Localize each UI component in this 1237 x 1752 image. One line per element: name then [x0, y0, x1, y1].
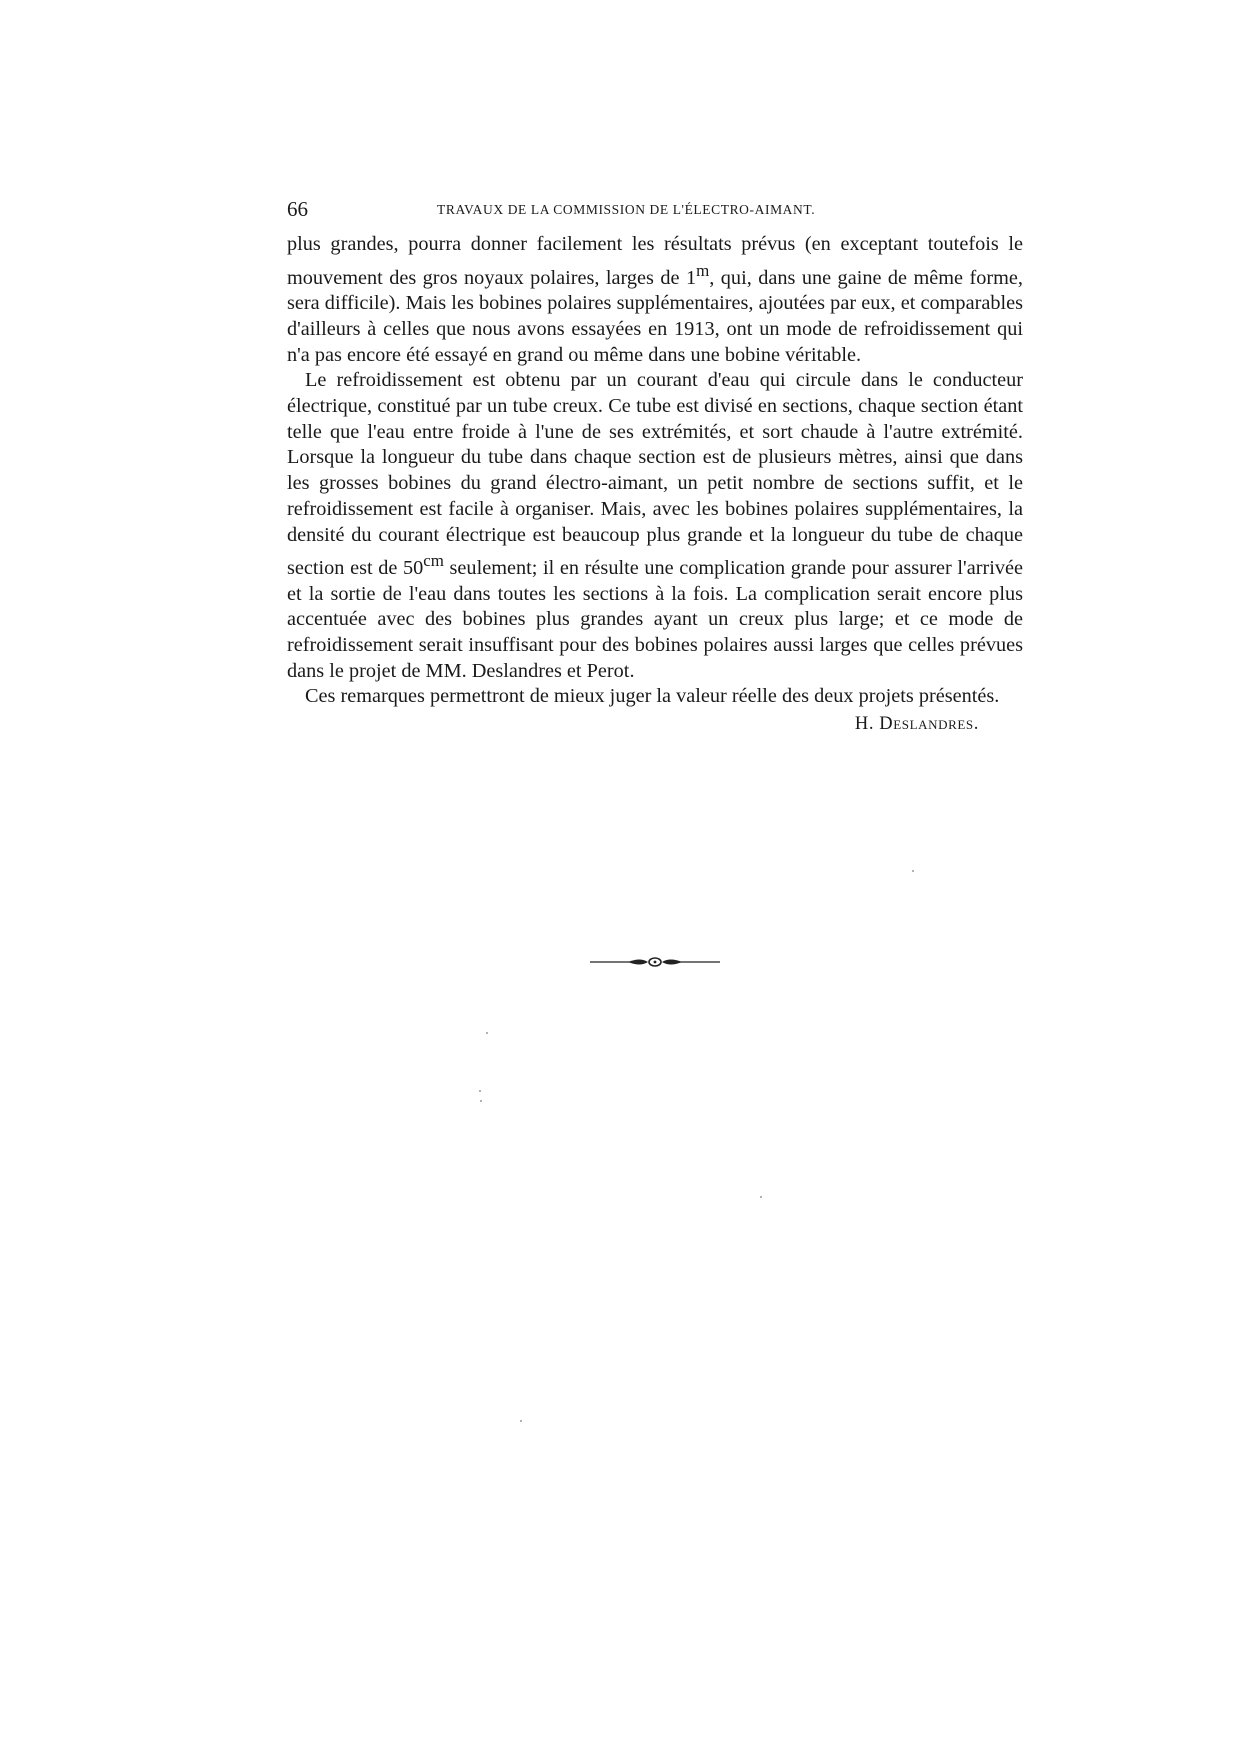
paragraph-2-text-b: seulement; il en résulte une complication grande pour assurer l'arrivée et la sortie de l'eau dans toutes les sections à la fois. La complication serait encore plus accentuée avec des bobines plus grandes ayant un creux plus large; et ce mode de refroidissement serait insuffisant pour des bobines polaires aussi larges que celles prévues dans le projet de MM. Deslandres et Perot. [287, 556, 1023, 682]
ornament-divider [590, 954, 720, 970]
paragraph-1-text-b: , qui, dans une gaine de même forme, sera difficile). Mais les bobines polaires supplémentaires, ajoutées par eux, et comparables d'ailleurs à celles que nous avons essayées en 1913, ont un mode de refroidissement qui n'a pas encore été essayé en grand ou même dans une bobine véritable. [287, 266, 1023, 366]
signature [287, 712, 1023, 738]
signature-initial: H. [854, 714, 880, 735]
running-title: TRAVAUX DE LA COMMISSION DE L'ÉLECTRO-AIMANT. [437, 202, 816, 217]
unit-superscript-m: m [696, 260, 710, 280]
paragraph-3: Ces remarques permettront de mieux juger la valeur réelle des deux projets présentés. [305, 685, 1000, 708]
running-head [287, 196, 1023, 226]
paragraph-1 [287, 232, 1023, 368]
unit-superscript-cm: cm [423, 551, 444, 571]
body-text [287, 232, 1023, 738]
paragraph-2 [287, 368, 1023, 684]
paragraph-2-text-a: Le refroidissement est obtenu par un courant d'eau qui circule dans le conducteur électrique, constitué par un tube creux. Ce tube est divisé en sections, chaque section étant telle que l'eau entre froide à l'une de ses extrémités, et sort chaude à l'autre extrémité. Lorsque la longueur du tube dans chaque section est de plusieurs mètres, ainsi que dans les grosses bobines du grand électro-aimant, un petit nombre de sections suffit, et le refroidissement est facile à organiser. Mais, avec les bobines polaires supplémentaires, la densité du courant électrique est beaucoup plus grande et la longueur du tube de chaque section est de 50 [287, 369, 1023, 579]
signature-name: Deslandres. [879, 714, 979, 735]
paragraph-1-text-a: plus grandes, pourra donner facilement les résultats prévus (en exceptant toutefois le mouvement des gros noyaux polaires, larges de 1 [287, 233, 1023, 289]
page-number: 66 [287, 197, 308, 221]
